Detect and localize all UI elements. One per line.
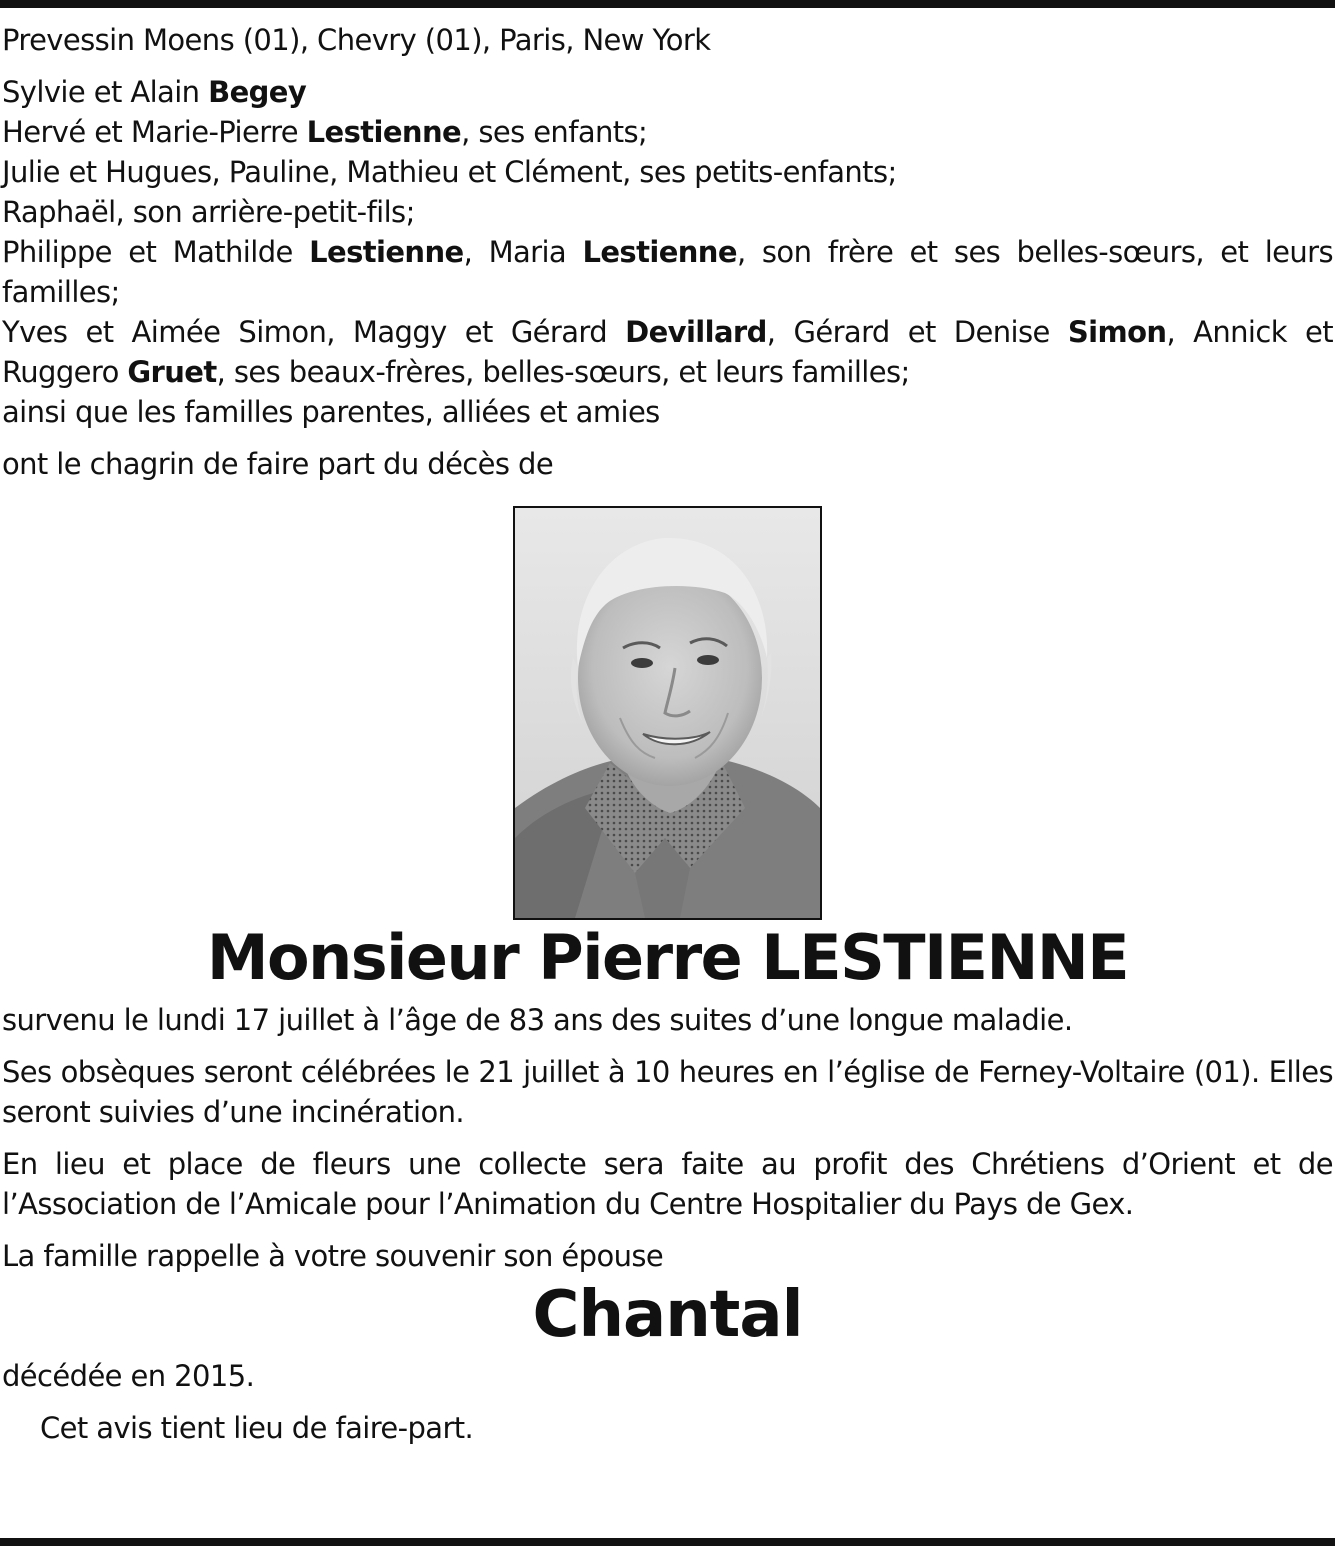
top-rule (0, 0, 1335, 8)
funeral-details: Ses obsèques seront célébrées le 21 juillet à 10 heures en l’église de Ferney-Voltaire (01). Elles seront suivies d’une incinération. (2, 1055, 1333, 1129)
spouse-death-line: décédée en 2015. (2, 1359, 255, 1393)
family-list (2, 72, 1333, 432)
announcement-line: ont le chagrin de faire part du décès de (2, 447, 554, 481)
family-line: Julie et Hugues, Pauline, Mathieu et Clément, ses petits-enfants; (2, 155, 897, 189)
family-line: Hervé et Marie-Pierre Lestienne, ses enfants; (2, 115, 648, 149)
death-details: survenu le lundi 17 juillet à l’âge de 83 ans des suites d’une longue maladie. (2, 1003, 1073, 1037)
bottom-rule (0, 1538, 1335, 1546)
flowers-notice: En lieu et place de fleurs une collecte sera faite au profit des Chrétiens d’Orient et de l’Association de l’Amicale pour l’Animation du Centre Hospitalier du Pays de Gex. (2, 1147, 1333, 1221)
places-line: Prevessin Moens (01), Chevry (01), Paris, New York (2, 23, 711, 57)
family-line: Yves et Aimée Simon, Maggy et Gérard Devillard, Gérard et Denise Simon, Annick et Ruggero Gruet, ses beaux-frères, belles-sœurs, et leurs familles; (2, 315, 1333, 389)
spouse-name: Chantal (532, 1278, 803, 1352)
family-line: Philippe et Mathilde Lestienne, Maria Lestienne, son frère et ses belles-sœurs, et leurs familles; (2, 235, 1333, 309)
family-line: Raphaël, son arrière-petit-fils; (2, 195, 415, 229)
portrait-photo (513, 506, 822, 920)
family-line: ainsi que les familles parentes, alliées et amies (2, 395, 660, 429)
deceased-name: Monsieur Pierre LESTIENNE (206, 921, 1129, 994)
closing-line: Cet avis tient lieu de faire-part. (40, 1411, 474, 1445)
portrait-illustration (515, 508, 820, 918)
obituary-notice (2, 20, 1333, 1448)
family-line: Sylvie et Alain Begey (2, 75, 307, 109)
remember-line: La famille rappelle à votre souvenir son épouse (2, 1239, 664, 1273)
